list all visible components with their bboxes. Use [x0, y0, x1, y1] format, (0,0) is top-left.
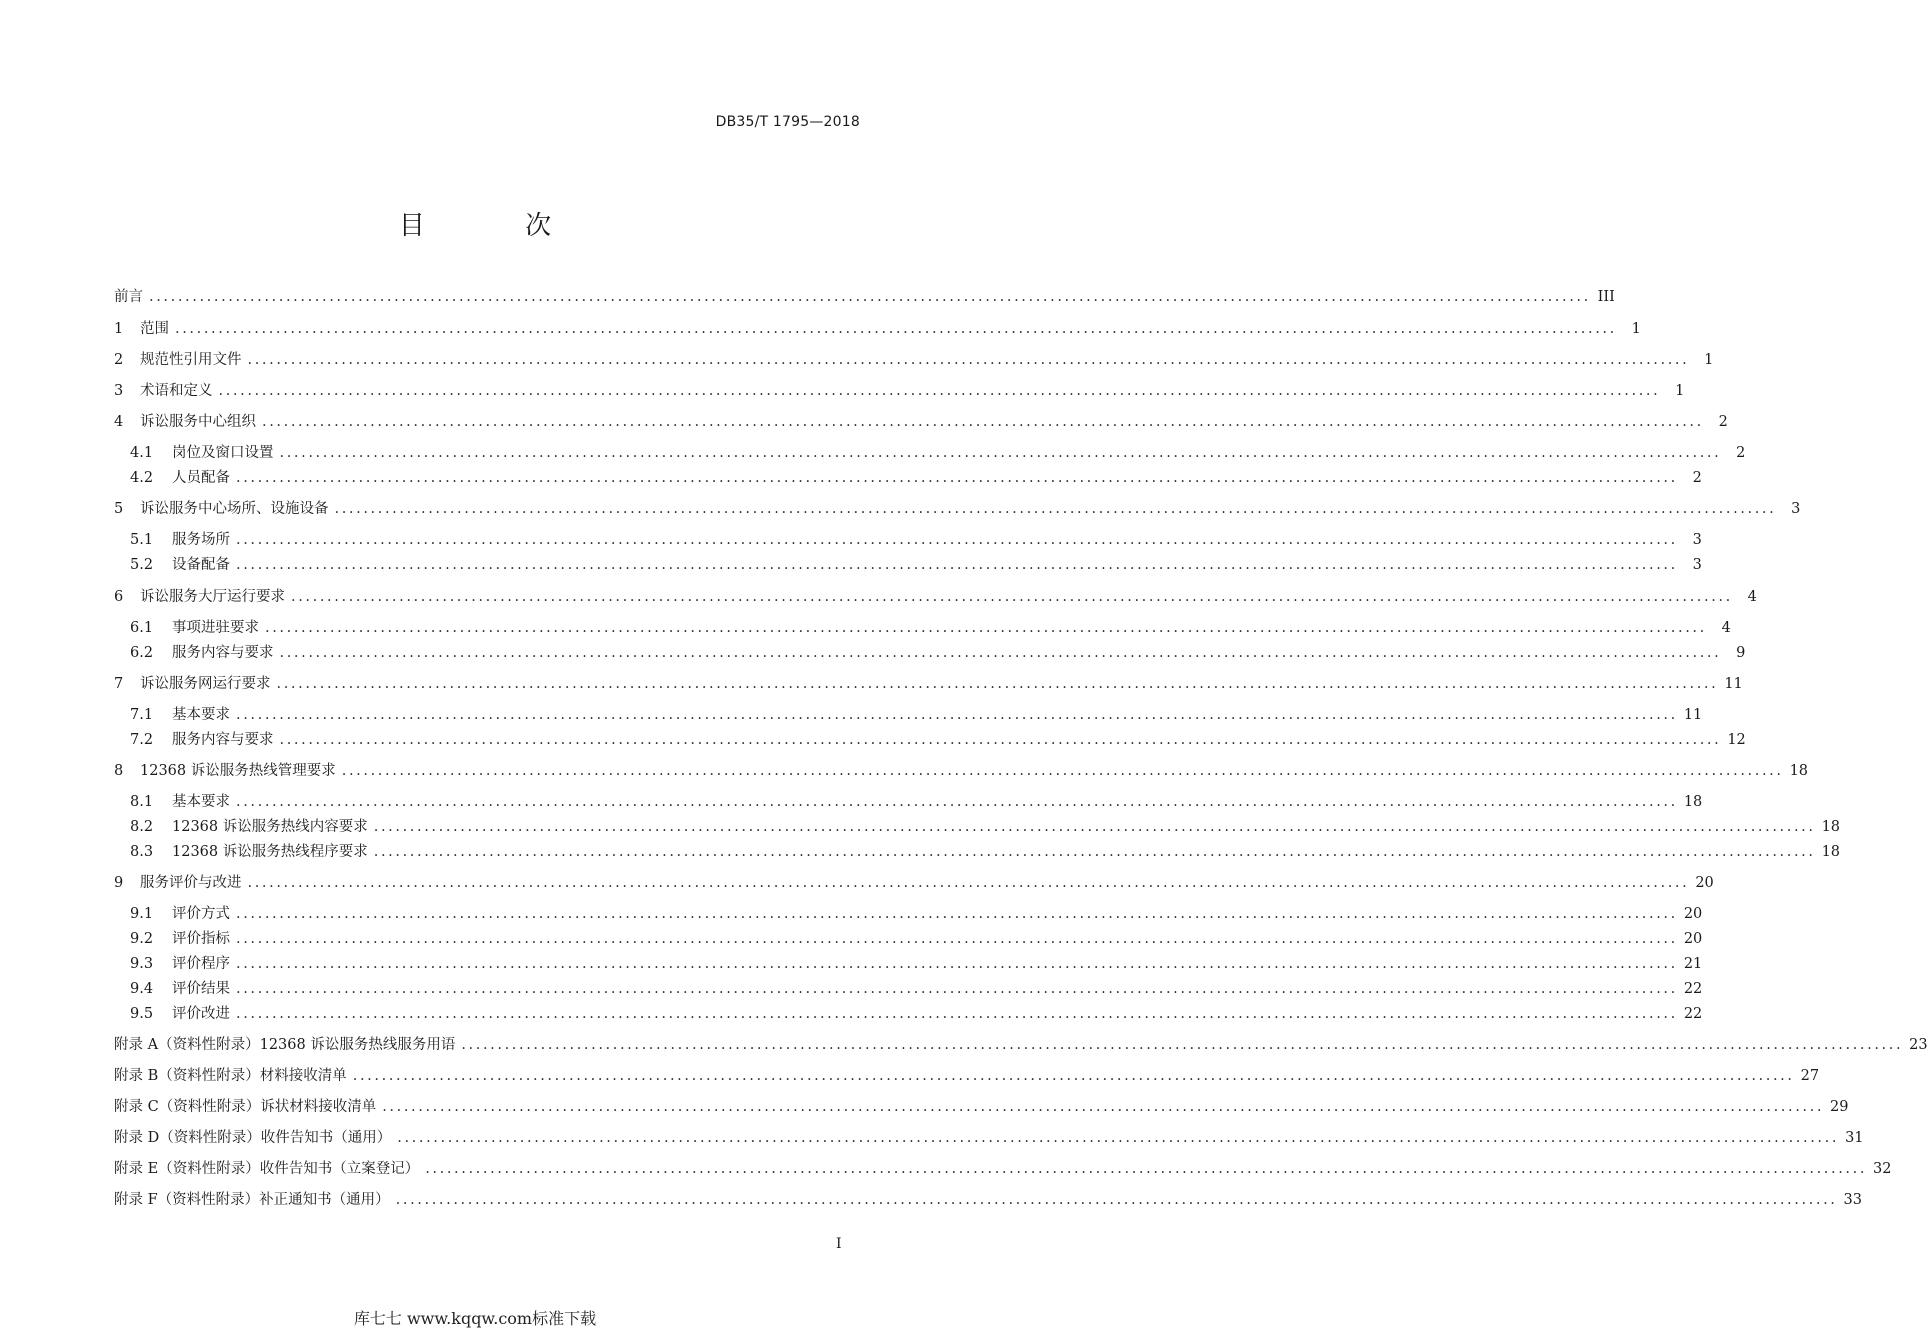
footer-watermark: 库七七 www.kqqw.com标准下载: [353, 1309, 597, 1328]
toc-entry-number: 3: [114, 383, 124, 399]
toc-leader-dots: ........................................................................................................................................................................................................: [425, 1161, 1868, 1177]
toc-entry-number: 6.1: [130, 620, 154, 636]
document-code: DB35/T 1795—2018: [715, 114, 860, 130]
toc-leader-dots: ........................................................................................................................................................................................................: [236, 532, 1678, 548]
toc-entry-page: 20: [1683, 906, 1703, 922]
toc-entry[interactable]: [114, 1034, 1928, 1056]
toc-leader-dots: ........................................................................................................................................................................................................: [236, 931, 1678, 947]
toc-leader-dots: ........................................................................................................................................................................................................: [279, 445, 1722, 461]
toc-entry-label: 评价结果: [172, 981, 230, 997]
toc-entry[interactable]: [114, 498, 1801, 520]
toc-entry-number: 5: [114, 501, 124, 517]
toc-entry-annex-title: 补正通知书（通用）: [259, 1192, 390, 1208]
toc-entry-annex-title: 材料接收清单: [259, 1068, 347, 1084]
toc-entry[interactable]: [130, 903, 1703, 925]
toc-entry-number: 5.2: [130, 557, 154, 573]
toc-entry[interactable]: [130, 978, 1703, 1000]
toc-entry-label: 诉讼服务中心组织: [140, 414, 256, 430]
toc-entry-number: 9.1: [130, 906, 154, 922]
toc-leader-dots: ........................................................................................................................................................................................................: [397, 1130, 1840, 1146]
toc-leader-dots: ........................................................................................................................................................................................................: [175, 321, 1617, 337]
toc-entry-label: 评价程序: [172, 956, 230, 972]
toc-entry[interactable]: [130, 467, 1702, 489]
toc-entry-number: 9.2: [130, 931, 154, 947]
toc-entry-number: 4: [114, 414, 124, 430]
toc-leader-dots: ........................................................................................................................................................................................................: [352, 1068, 1795, 1084]
toc-entry-label: 评价改进: [172, 1006, 230, 1022]
toc-entry-annex-title: 收件告知书（立案登记）: [259, 1161, 420, 1177]
toc-entry-page: 1: [1704, 352, 1714, 368]
toc-entry-page: 1: [1631, 321, 1641, 337]
toc-entry-annex-title: 诉状材料接收清单: [260, 1099, 377, 1115]
toc-entry-number: 5.1: [130, 532, 154, 548]
toc-leader-dots: ........................................................................................................................................................................................................: [218, 383, 1661, 399]
toc-entry-page: 22: [1683, 1006, 1703, 1022]
toc-entry[interactable]: [114, 1127, 1864, 1149]
toc-entry-label: 附录 F（资料性附录）: [114, 1192, 260, 1208]
toc-entry-number: 6.2: [130, 645, 154, 661]
toc-entry-number: 1: [114, 321, 124, 337]
toc-entry-number: 8.1: [130, 794, 154, 810]
toc-entry-page: 23: [1909, 1037, 1928, 1053]
toc-entry-number: 9.4: [130, 981, 154, 997]
toc-entry-page: 3: [1692, 557, 1702, 573]
toc-entry-page: 12: [1727, 732, 1746, 748]
toc-entry[interactable]: [130, 442, 1746, 464]
toc-entry-number: 6: [114, 589, 124, 605]
toc-entry-number: 7: [114, 676, 124, 692]
toc-entry-number: 2: [114, 352, 124, 368]
toc-leader-dots: ........................................................................................................................................................................................................: [247, 875, 1690, 891]
toc-entry-page: 21: [1683, 956, 1703, 972]
toc-entry-page: 20: [1695, 875, 1714, 891]
toc-leader-dots: ........................................................................................................................................................................................................: [236, 470, 1678, 486]
toc-entry-page: 2: [1692, 470, 1702, 486]
toc-entry-number: 8.2: [130, 819, 154, 835]
toc-entry-page: 11: [1724, 676, 1743, 692]
toc-entry[interactable]: [114, 760, 1809, 782]
toc-entry-label: 人员配备: [172, 470, 230, 486]
toc-leader-dots: ........................................................................................................................................................................................................: [341, 763, 1784, 779]
toc-entry[interactable]: [130, 1003, 1703, 1025]
toc-entry-number: 8.3: [130, 844, 154, 860]
toc-entry-label: 诉讼服务网运行要求: [140, 676, 271, 692]
toc-entry[interactable]: [114, 673, 1743, 695]
toc-leader-dots: ........................................................................................................................................................................................................: [334, 501, 1777, 517]
toc-entry-number: 9: [114, 875, 124, 891]
toc-entry-label: 附录 A（资料性附录）: [114, 1037, 260, 1053]
toc-entry-label: 服务评价与改进: [140, 875, 242, 891]
toc-leader-dots: ........................................................................................................................................................................................................: [279, 645, 1722, 661]
toc-entry[interactable]: [114, 872, 1714, 894]
page-number: I: [836, 1236, 842, 1252]
toc-entry[interactable]: [114, 1065, 1820, 1087]
toc-entry[interactable]: [130, 704, 1703, 726]
toc-entry-page: 22: [1683, 981, 1703, 997]
toc-leader-dots: ........................................................................................................................................................................................................: [236, 1006, 1678, 1022]
toc-entry[interactable]: [130, 791, 1703, 813]
toc-entry-label: 12368 诉讼服务热线程序要求: [172, 844, 368, 860]
toc-entry[interactable]: [114, 318, 1641, 340]
toc-entry-number: 4.2: [130, 470, 154, 486]
toc-entry-number: 7.1: [130, 707, 154, 723]
toc-entry[interactable]: [130, 729, 1746, 751]
toc-entry-page: 27: [1800, 1068, 1820, 1084]
toc-entry-page: 9: [1736, 645, 1746, 661]
toc-entry-label: 诉讼服务大厅运行要求: [140, 589, 285, 605]
toc-entry-label: 评价指标: [172, 931, 230, 947]
toc-leader-dots: ........................................................................................................................................................................................................: [236, 794, 1678, 810]
toc-entry-page: 32: [1873, 1161, 1892, 1177]
toc-entry-number: 7.2: [130, 732, 154, 748]
toc-entry-label: 基本要求: [172, 707, 230, 723]
toc-entry-label: 前言: [114, 289, 143, 305]
toc-entry-label: 附录 C（资料性附录）: [114, 1099, 261, 1115]
toc-entry-page: 4: [1747, 589, 1757, 605]
toc-entry[interactable]: [130, 928, 1703, 950]
toc-entry-page: 11: [1683, 707, 1703, 723]
toc-entry-page: 3: [1692, 532, 1702, 548]
toc-entry-label: 术语和定义: [140, 383, 213, 399]
toc-entry-label: 12368 诉讼服务热线内容要求: [172, 819, 368, 835]
toc-entry-label: 服务内容与要求: [172, 645, 274, 661]
toc-entry-page: 33: [1843, 1192, 1862, 1208]
toc-entry[interactable]: [114, 411, 1728, 433]
toc-entry[interactable]: [130, 529, 1702, 551]
toc-entry-page: 2: [1718, 414, 1728, 430]
toc-leader-dots: ........................................................................................................................................................................................................: [291, 589, 1733, 605]
toc-leader-dots: ........................................................................................................................................................................................................: [236, 557, 1678, 573]
toc-entry[interactable]: [130, 554, 1702, 576]
toc-leader-dots: ........................................................................................................................................................................................................: [149, 289, 1591, 305]
toc-leader-dots: ........................................................................................................................................................................................................: [395, 1192, 1838, 1208]
toc-leader-dots: ........................................................................................................................................................................................................: [276, 676, 1719, 692]
toc-entry-label: 岗位及窗口设置: [172, 445, 274, 461]
toc-entry[interactable]: [114, 286, 1615, 308]
toc-entry-label: 服务场所: [172, 532, 230, 548]
toc-entry-number: 9.3: [130, 956, 154, 972]
toc-entry-page: 31: [1845, 1130, 1864, 1146]
toc-entry-page: 2: [1736, 445, 1746, 461]
toc-entry-page: 3: [1791, 501, 1801, 517]
toc-leader-dots: ........................................................................................................................................................................................................: [236, 707, 1678, 723]
toc-entry[interactable]: [114, 586, 1757, 608]
toc-leader-dots: ........................................................................................................................................................................................................: [262, 414, 1704, 430]
toc-leader-dots: ........................................................................................................................................................................................................: [236, 906, 1678, 922]
toc-entry-annex-title: 收件告知书（通用）: [260, 1130, 392, 1146]
toc-entry-label: 事项进驻要求: [172, 620, 259, 636]
toc-entry[interactable]: [130, 617, 1731, 639]
toc-leader-dots: ........................................................................................................................................................................................................: [247, 352, 1690, 368]
toc-leader-dots: ........................................................................................................................................................................................................: [236, 981, 1678, 997]
toc-entry-label: 设备配备: [172, 557, 230, 573]
toc-entry-page: 20: [1683, 931, 1703, 947]
toc-entry-number: 9.5: [130, 1006, 154, 1022]
toc-entry-number: 8: [114, 763, 124, 779]
toc-entry-label: 评价方式: [172, 906, 230, 922]
toc-entry-label: 附录 B（资料性附录）: [114, 1068, 260, 1084]
toc-entry-label: 规范性引用文件: [140, 352, 242, 368]
toc-entry[interactable]: [130, 816, 1841, 838]
toc-entry[interactable]: [114, 380, 1685, 402]
toc-entry-label: 范围: [140, 321, 169, 337]
toc-entry[interactable]: [114, 1158, 1892, 1180]
toc-entry-page: 29: [1830, 1099, 1849, 1115]
toc-entry[interactable]: [114, 349, 1714, 371]
toc-entry-page: 18: [1821, 819, 1841, 835]
toc-leader-dots: ........................................................................................................................................................................................................: [236, 956, 1678, 972]
toc-leader-dots: ........................................................................................................................................................................................................: [279, 732, 1722, 748]
toc-leader-dots: ........................................................................................................................................................................................................: [265, 620, 1707, 636]
toc-entry[interactable]: [114, 1189, 1862, 1211]
toc-entry-page: 18: [1821, 844, 1841, 860]
toc-leader-dots: ........................................................................................................................................................................................................: [382, 1099, 1825, 1115]
toc-entry-page: 18: [1789, 763, 1809, 779]
toc-entry[interactable]: [130, 841, 1841, 863]
toc-entry-label: 服务内容与要求: [172, 732, 274, 748]
toc-leader-dots: ........................................................................................................................................................................................................: [461, 1037, 1904, 1053]
toc-entry-label: 12368 诉讼服务热线管理要求: [140, 763, 336, 779]
toc-entry-label: 基本要求: [172, 794, 230, 810]
toc-entry-page: 1: [1675, 383, 1685, 399]
toc-entry[interactable]: [130, 642, 1746, 664]
toc-entry-label: 附录 D（资料性附录）: [114, 1130, 261, 1146]
toc-entry-page: 18: [1683, 794, 1703, 810]
toc-entry[interactable]: [114, 1096, 1849, 1118]
toc-entry-label: 附录 E（资料性附录）: [114, 1161, 260, 1177]
page-title: 目 次: [398, 211, 598, 241]
toc-leader-dots: ........................................................................................................................................................................................................: [373, 819, 1816, 835]
toc-entry-annex-title: 12368 诉讼服务热线服务用语: [259, 1037, 456, 1053]
toc-entry-page: 4: [1721, 620, 1731, 636]
toc-entry-label: 诉讼服务中心场所、设施设备: [140, 501, 329, 517]
toc-entry-number: 4.1: [130, 445, 154, 461]
toc-entry[interactable]: [130, 953, 1703, 975]
toc-leader-dots: ........................................................................................................................................................................................................: [373, 844, 1816, 860]
toc-entry-page: III: [1597, 289, 1615, 305]
